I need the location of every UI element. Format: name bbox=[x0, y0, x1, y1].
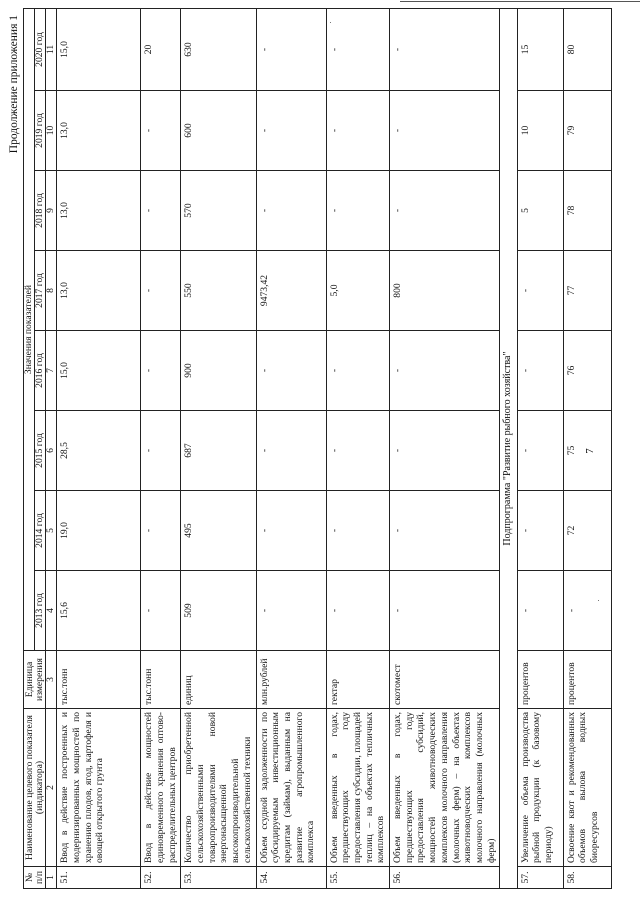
table-row bbox=[326, 9, 390, 889]
value-cell: - bbox=[390, 331, 500, 411]
row-number: 51. bbox=[57, 867, 141, 889]
value-cell: 80 bbox=[563, 9, 611, 91]
value-cell: - bbox=[390, 491, 500, 571]
value-cell: - bbox=[256, 91, 326, 171]
indicators-table bbox=[23, 8, 612, 889]
value-cell: 19,0 bbox=[57, 491, 141, 571]
value-cell: - bbox=[141, 171, 181, 251]
value-cell: - bbox=[141, 411, 181, 491]
header-year: 2020 год bbox=[35, 9, 46, 91]
unit-cell: скотомест bbox=[390, 651, 500, 709]
header-year: 2013 год bbox=[35, 571, 46, 651]
value-cell: 72 bbox=[563, 491, 611, 571]
value-cell: - bbox=[141, 571, 181, 651]
table-row bbox=[181, 9, 256, 889]
value-cell: - bbox=[141, 331, 181, 411]
value-cell: - bbox=[326, 411, 390, 491]
unit-cell: млн.рублей bbox=[256, 651, 326, 709]
value-cell: - bbox=[517, 411, 563, 491]
value-cell: 15,0 bbox=[57, 331, 141, 411]
value-cell: - bbox=[141, 251, 181, 331]
value-cell: 800 bbox=[390, 251, 500, 331]
header-column-number: 11 bbox=[46, 9, 57, 91]
indicator-name: Увеличение объема производства рыбной продукции (к базовому периоду) bbox=[517, 709, 563, 867]
header-column-number: 2 bbox=[46, 709, 57, 867]
header-column-number: 4 bbox=[46, 571, 57, 651]
value-cell: 79 bbox=[563, 91, 611, 171]
value-cell: - bbox=[390, 571, 500, 651]
value-cell: 900 bbox=[181, 331, 256, 411]
indicator-name: Количество приобретенной сельскохозяйственными товаропроизводителями новой энергонасыщенной высокопроизводительной сельскохозяйственной техники bbox=[181, 709, 256, 867]
value-cell: - bbox=[256, 411, 326, 491]
value-cell: 600 bbox=[181, 91, 256, 171]
header-year: 2018 год bbox=[35, 171, 46, 251]
value-cell: 5,0 bbox=[326, 251, 390, 331]
value-cell: - bbox=[517, 331, 563, 411]
table-row bbox=[57, 9, 141, 889]
table-row bbox=[141, 9, 181, 889]
value-cell: 77 bbox=[563, 251, 611, 331]
row-number: 56. bbox=[390, 867, 500, 889]
header-year: 2014 год bbox=[35, 491, 46, 571]
value-cell: 13,0 bbox=[57, 251, 141, 331]
header-year: 2019 год bbox=[35, 91, 46, 171]
indicator-name: Объем введенных в годах, предшествующих году предоставления субсидии, площадей теплиц – на объектах тепличных комплексов bbox=[326, 709, 390, 867]
value-cell: 509 bbox=[181, 571, 256, 651]
header-column-number: 9 bbox=[46, 171, 57, 251]
value-cell: 15,0 bbox=[57, 9, 141, 91]
header-column-number: 3 bbox=[46, 651, 57, 709]
value-cell: 78 bbox=[563, 171, 611, 251]
indicator-name: Ввод в действие мощностей единовременного хранения оптово-распределительных центров bbox=[141, 709, 181, 867]
value-cell: - bbox=[326, 9, 390, 91]
value-cell: - bbox=[517, 491, 563, 571]
unit-cell: процентов bbox=[517, 651, 563, 709]
value-cell: - bbox=[563, 571, 611, 651]
value-cell: 630 bbox=[181, 9, 256, 91]
value-cell: - bbox=[256, 9, 326, 91]
header-year: 2015 год bbox=[35, 411, 46, 491]
indicator-name: Ввод в действие построенных и модернизированных мощностей по хранению плодов, ягод, картофеля и овощей открытого грунта bbox=[57, 709, 141, 867]
value-cell: - bbox=[326, 331, 390, 411]
row-number: 53. bbox=[181, 867, 256, 889]
header-column-number: 6 bbox=[46, 411, 57, 491]
row-number: 57. bbox=[517, 867, 563, 889]
value-cell: 75 bbox=[563, 411, 611, 491]
header-name: Наименование целевого показателя (индикатора) bbox=[24, 709, 46, 867]
value-cell: 687 bbox=[181, 411, 256, 491]
value-cell: - bbox=[141, 91, 181, 171]
unit-cell: процентов bbox=[563, 651, 611, 709]
header-values-group: Значения показателей bbox=[24, 9, 35, 651]
header-year: 2017 год bbox=[35, 251, 46, 331]
value-cell: 10 bbox=[517, 91, 563, 171]
unit-cell: единиц bbox=[181, 651, 256, 709]
continuation-note: Продолжение приложения 1 bbox=[8, 15, 20, 154]
value-cell: - bbox=[326, 491, 390, 571]
table-row bbox=[563, 9, 611, 889]
header-num: № п/п bbox=[24, 867, 46, 889]
subprogram-title: Подпрограмма "Развитие рыбного хозяйства" bbox=[500, 9, 517, 889]
value-cell: 76 bbox=[563, 331, 611, 411]
value-cell: 550 bbox=[181, 251, 256, 331]
value-cell: - bbox=[256, 331, 326, 411]
value-cell: 5 bbox=[517, 171, 563, 251]
row-number: 58. bbox=[563, 867, 611, 889]
value-cell: 13,0 bbox=[57, 91, 141, 171]
value-cell: - bbox=[390, 411, 500, 491]
value-cell: - bbox=[390, 9, 500, 91]
unit-cell: тыс.тонн bbox=[141, 651, 181, 709]
unit-cell: гектар bbox=[326, 651, 390, 709]
indicator-name: Освоение квот и рекомендованных объемов вылова водных биоресурсов bbox=[563, 709, 611, 867]
value-cell: - bbox=[256, 171, 326, 251]
row-number: 55. bbox=[326, 867, 390, 889]
value-cell: - bbox=[256, 491, 326, 571]
header-column-number: 7 bbox=[46, 331, 57, 411]
value-cell: - bbox=[326, 91, 390, 171]
value-cell: 15 bbox=[517, 9, 563, 91]
value-cell: 15,6 bbox=[57, 571, 141, 651]
value-cell: - bbox=[517, 571, 563, 651]
value-cell: 20 bbox=[141, 9, 181, 91]
indicator-name: Объем введенных в годах, предшествующих году предоставления субсидий, мощностей животноводческих комплексов молочного направления (молочных ферм) – на объектах животноводческих комплексов молочного направления (молочных ферм) bbox=[390, 709, 500, 867]
value-cell: - bbox=[390, 171, 500, 251]
header-column-number: 5 bbox=[46, 491, 57, 571]
header-column-number: 10 bbox=[46, 91, 57, 171]
value-cell: 28,5 bbox=[57, 411, 141, 491]
subprogram-row bbox=[500, 9, 517, 889]
value-cell: - bbox=[256, 571, 326, 651]
value-cell: 13,0 bbox=[57, 171, 141, 251]
table-row bbox=[517, 9, 563, 889]
indicator-name: Объем ссудной задолженности по субсидируемым инвестиционным кредитам (займам), выданным на развитие агропромышленного комплекса bbox=[256, 709, 326, 867]
header-unit: Единица измерения bbox=[24, 651, 46, 709]
value-cell: - bbox=[517, 251, 563, 331]
value-cell: 495 bbox=[181, 491, 256, 571]
row-number: 52. bbox=[141, 867, 181, 889]
value-cell: 9473,42 bbox=[256, 251, 326, 331]
value-cell: - bbox=[390, 91, 500, 171]
header-year: 2016 год bbox=[35, 331, 46, 411]
value-cell: 570 bbox=[181, 171, 256, 251]
value-cell: - bbox=[326, 171, 390, 251]
value-cell: - bbox=[326, 571, 390, 651]
header-column-number: 8 bbox=[46, 251, 57, 331]
row-number: 54. bbox=[256, 867, 326, 889]
page-number: 7 bbox=[584, 448, 596, 454]
table-row bbox=[390, 9, 500, 889]
unit-cell: тыс.тонн bbox=[57, 651, 141, 709]
value-cell: - bbox=[141, 491, 181, 571]
table-row bbox=[256, 9, 326, 889]
header-column-number: 1 bbox=[46, 867, 57, 889]
header-column-numbers-row bbox=[46, 9, 57, 889]
